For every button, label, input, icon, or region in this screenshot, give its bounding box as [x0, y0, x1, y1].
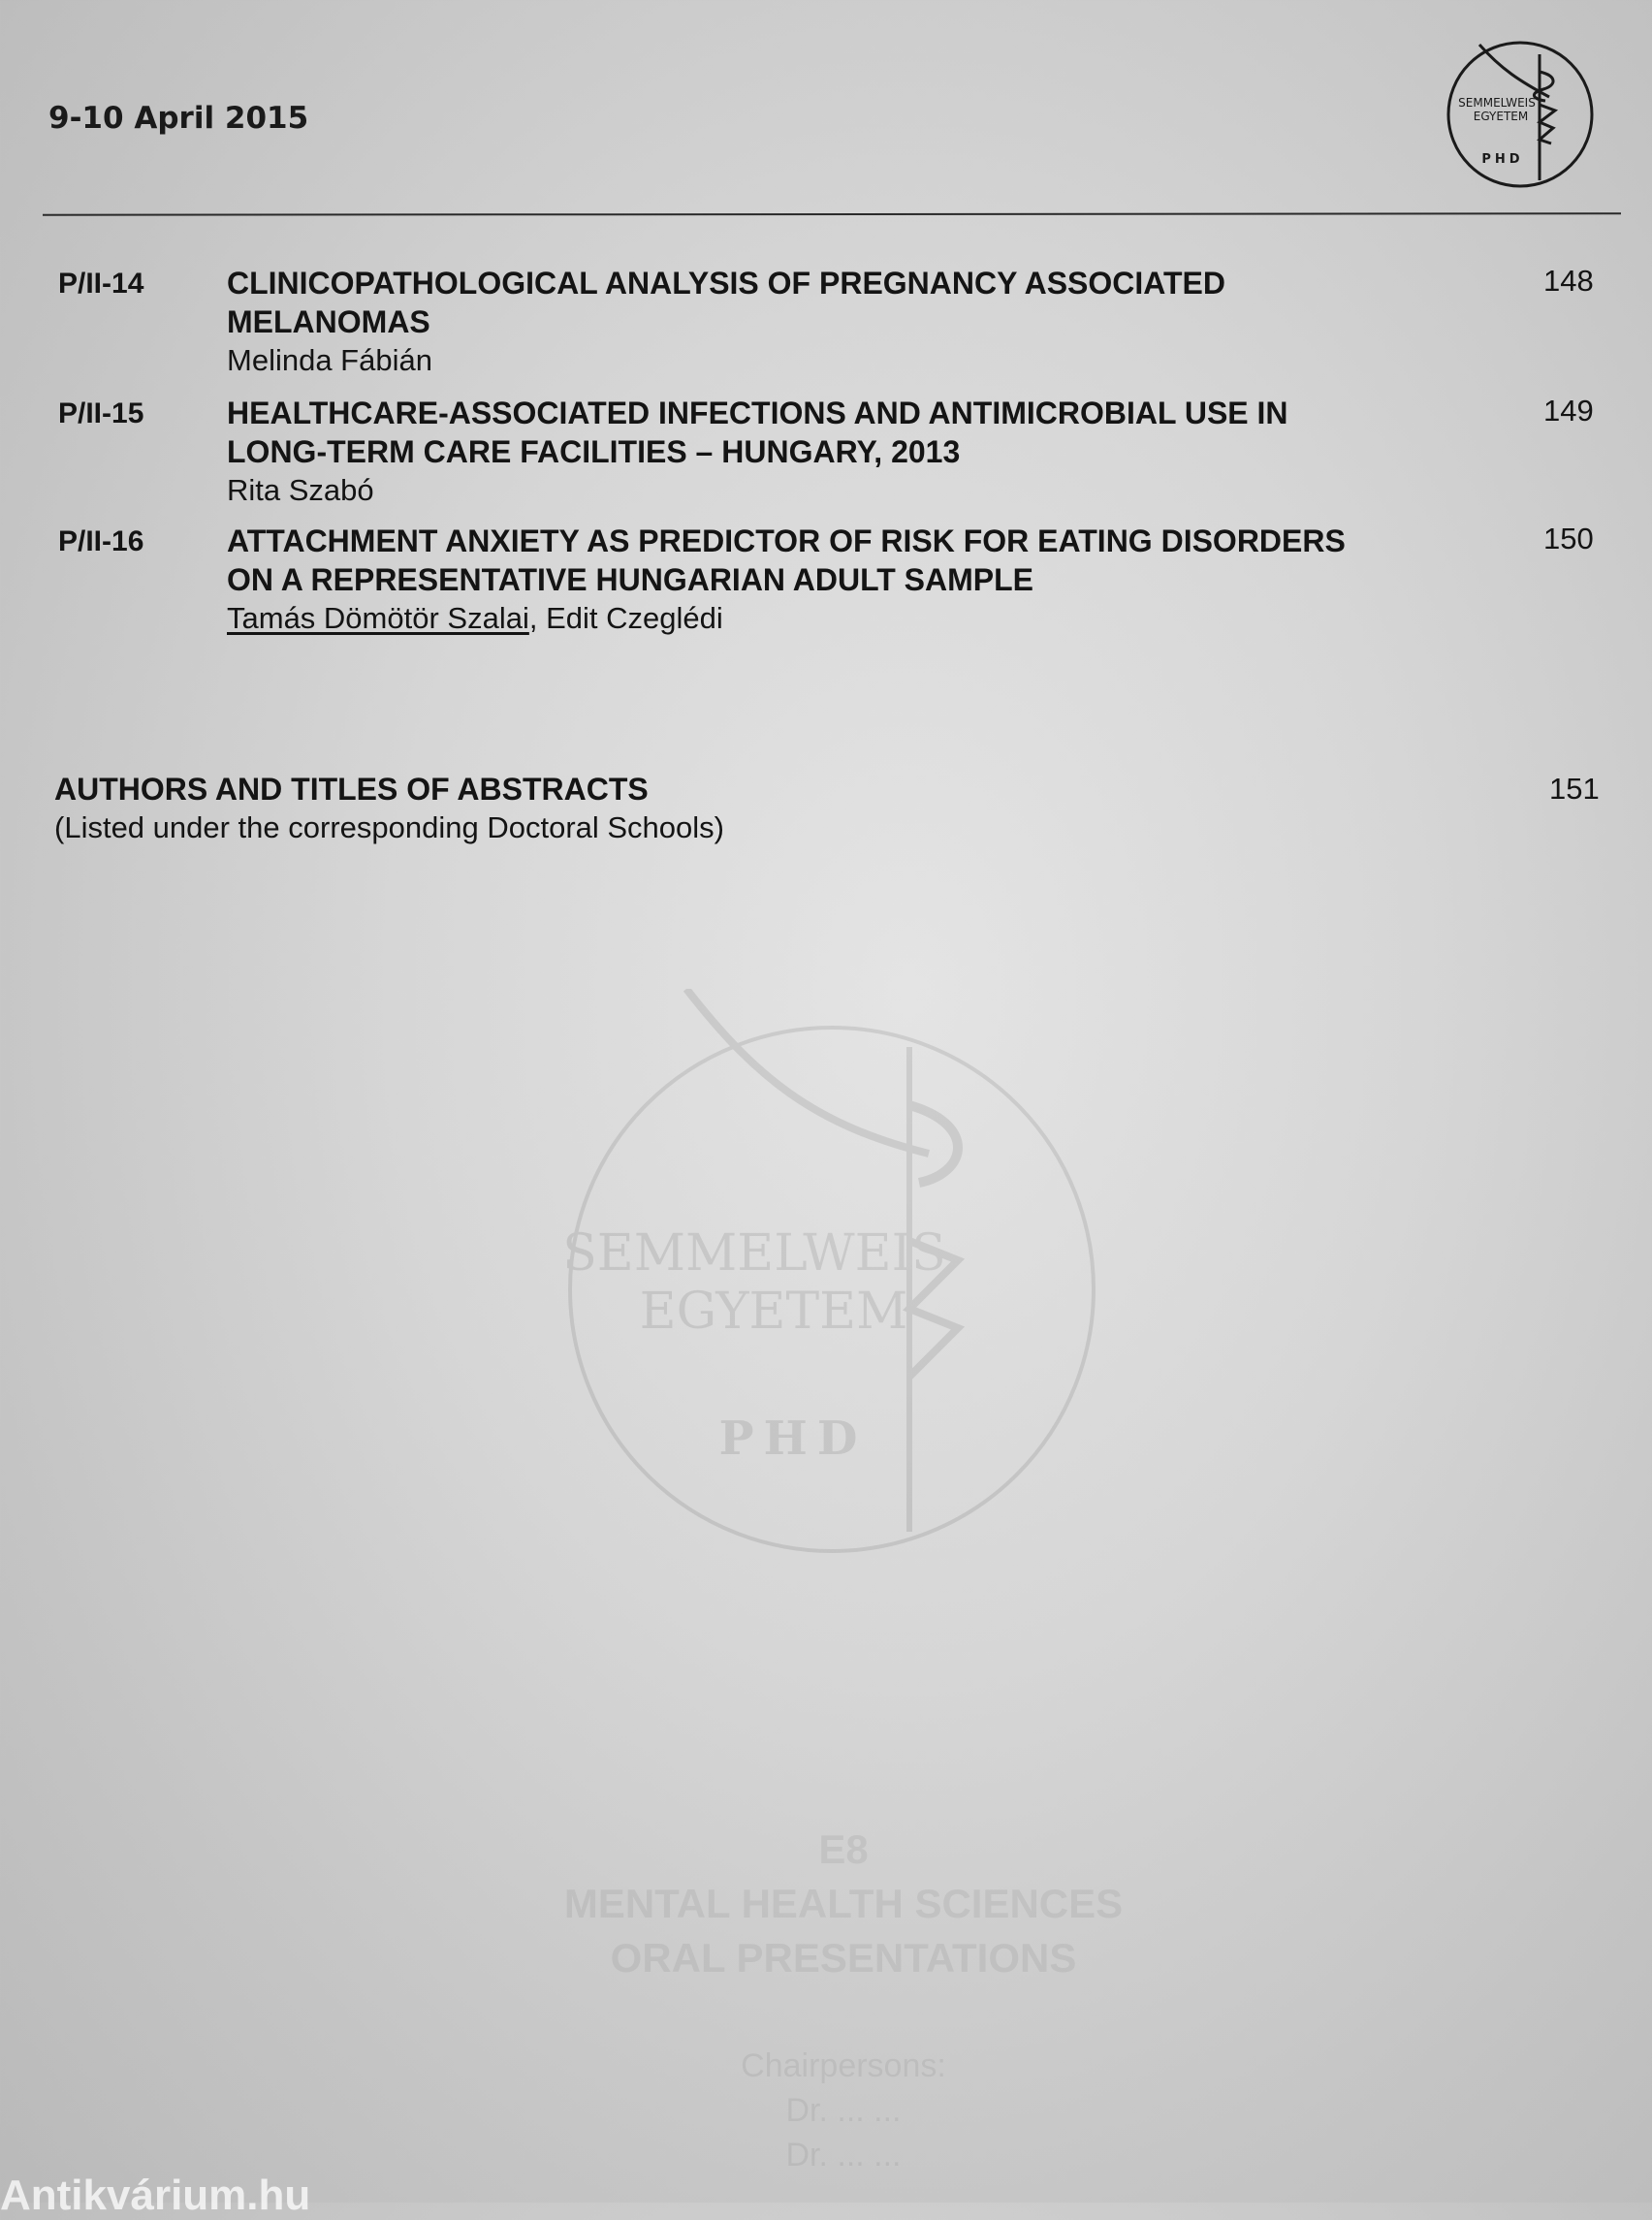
bleed-through-line-6: Dr. ... ... — [785, 2137, 902, 2173]
entry-page-number: 150 — [1543, 522, 1594, 555]
header-divider — [43, 212, 1621, 215]
bleed-through-line-4: Chairpersons: — [741, 2047, 946, 2084]
bleed-through-text — [475, 1823, 1212, 2177]
entry-title-line-2: ON A REPRESENTATIVE HUNGARIAN ADULT SAMPLE — [227, 562, 1034, 597]
entry-title — [227, 522, 1477, 599]
entry-title-line-2: MELANOMAS — [227, 304, 430, 339]
bleed-through-line-2: MENTAL HEALTH SCIENCES — [563, 1881, 1124, 1926]
bleed-through-line-5: Dr. ... ... — [785, 2092, 902, 2129]
entry-code: P/II-16 — [58, 525, 144, 557]
entry-title-line-2: LONG-TERM CARE FACILITIES – HUNGARY, 2013 — [227, 434, 961, 469]
source-credit: Antikvárium.hu — [0, 2172, 311, 2219]
entry-authors-text: Melinda Fábián — [227, 343, 432, 377]
logo-text-line2: EGYETEM — [1473, 110, 1529, 123]
entry-authors — [227, 341, 432, 380]
watermark-text-line3: PHD — [718, 1411, 868, 1466]
entry-authors — [227, 599, 723, 638]
section-subtitle: (Listed under the corresponding Doctoral Schools) — [54, 810, 724, 844]
logo-text-line3: PHD — [1481, 152, 1524, 167]
entry-code: P/II-14 — [58, 268, 144, 300]
entry-title — [227, 394, 1477, 471]
entry-title-line-1: CLINICOPATHOLOGICAL ANALYSIS OF PREGNANCY ASSOCIATED — [227, 266, 1225, 301]
section-title: AUTHORS AND TITLES OF ABSTRACTS — [54, 772, 649, 807]
semmelweis-phd-logo-icon — [1443, 35, 1598, 190]
header-date: 9-10 April 2015 — [48, 101, 309, 136]
entry-page-number: 149 — [1543, 394, 1594, 428]
entry-authors — [227, 471, 374, 510]
bleed-through-line-1: E8 — [818, 1826, 869, 1872]
entry-authors-text: Rita Szabó — [227, 473, 374, 507]
entry-title-line-1: HEALTHCARE-ASSOCIATED INFECTIONS AND ANTIMICROBIAL USE IN — [227, 396, 1288, 430]
entry-page-number: 148 — [1543, 264, 1594, 298]
entry-title — [227, 264, 1477, 341]
entry-authors-text: , Edit Czeglédi — [528, 601, 723, 635]
section-page-number: 151 — [1549, 772, 1600, 806]
logo-text-line1: SEMMELWEIS — [1458, 96, 1536, 110]
watermark-text-line2: EGYETEM — [639, 1283, 908, 1341]
watermark-logo-icon — [560, 989, 1103, 1570]
entry-code: P/II-15 — [58, 397, 144, 429]
entry-title-line-1: ATTACHMENT ANXIETY AS PREDICTOR OF RISK FOR EATING DISORDERS — [227, 523, 1346, 558]
entry-presenting-author: Tamás Dömötör Szalai — [227, 601, 529, 635]
watermark-text-line1: SEMMELWEIS — [562, 1224, 946, 1283]
bleed-through-line-3: ORAL PRESENTATIONS — [610, 1935, 1077, 1981]
